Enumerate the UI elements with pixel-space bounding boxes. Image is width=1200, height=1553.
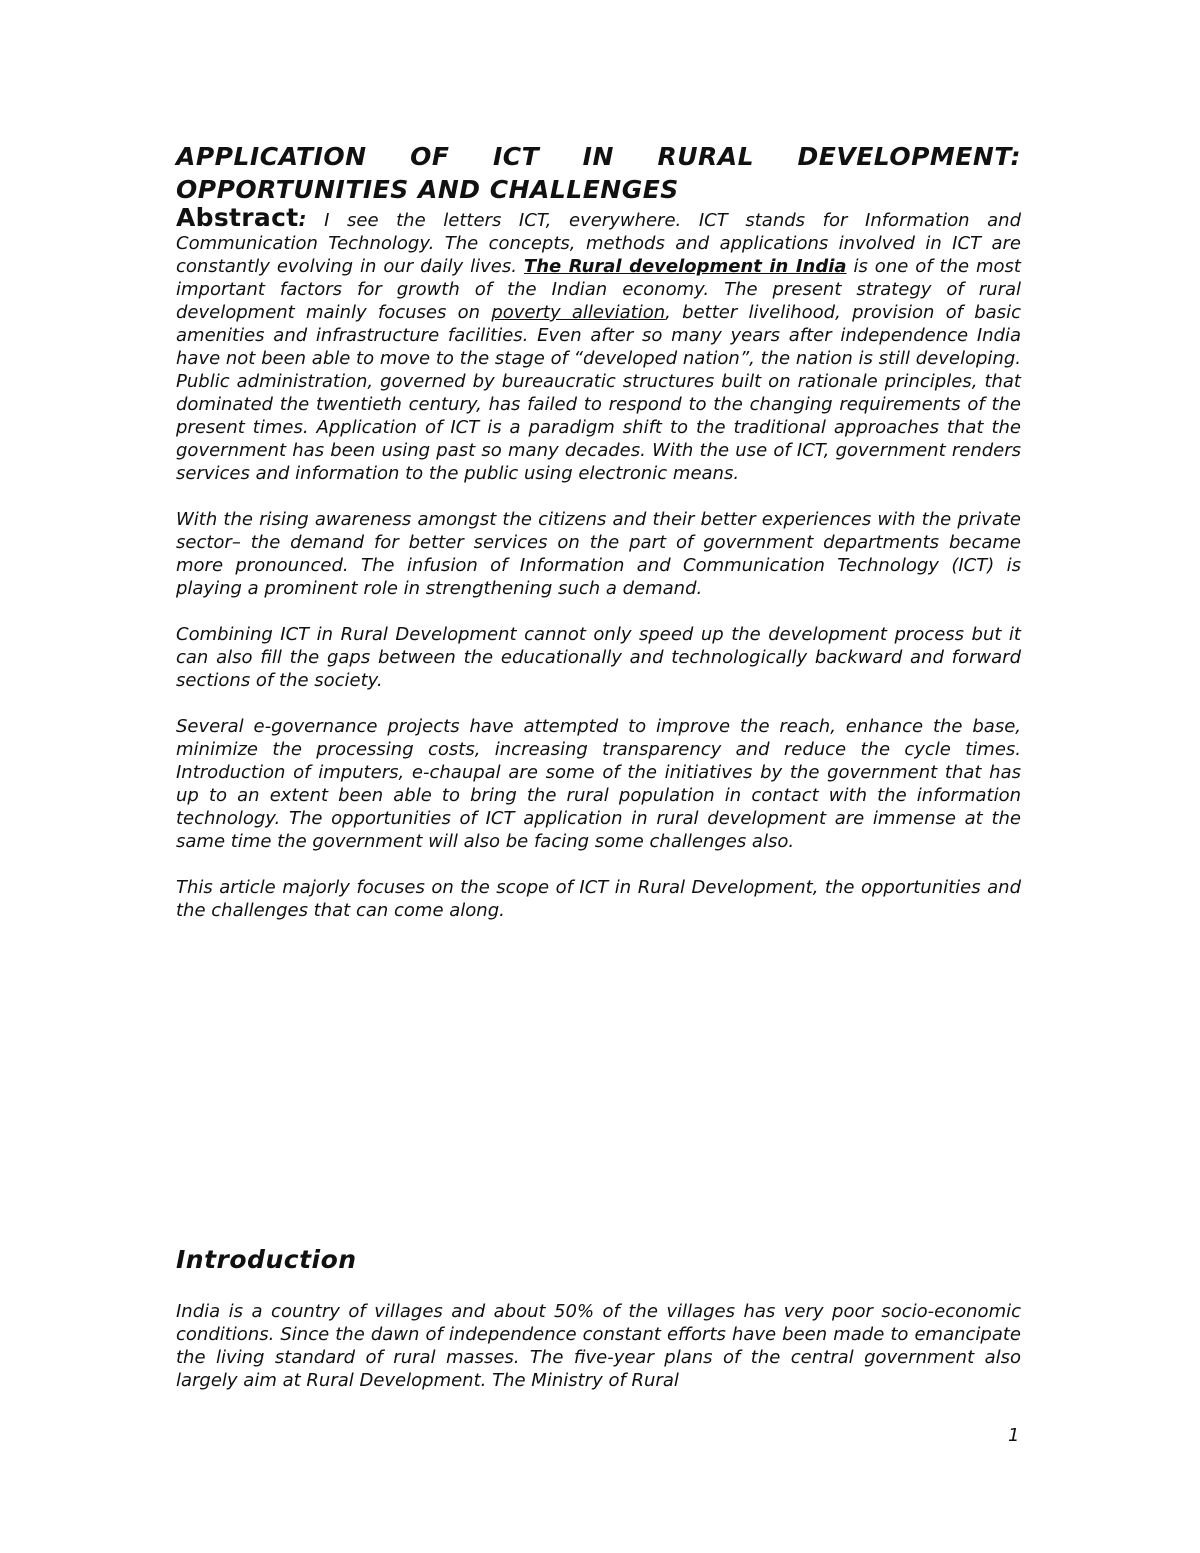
- abstract-text-3: , better livelihood, provision of basic amenities and infrastructure facilities. Even after so many years after independence India have not been able to move to the stage of “developed nation”, the nation is still developing. Public administration, governed by bureaucratic structures built on rationale principles, that dominated the twentieth century, has failed to respond to the changing requirements of the present times. Application of ICT is a paradigm shift to the traditional approaches that the government has been using past so many decades. With the use of ICT, government renders services and information to the public using electronic means.: [176, 302, 1021, 484]
- paragraph-spacer: [176, 485, 1021, 508]
- abstract-paragraph-2: With the rising awareness amongst the citizens and their better experiences with the private sector– the demand for better services on the part of government departments became more pronounced. The infusion of Information and Communication Technology (ICT) is playing a prominent role in strengthening such a demand.: [176, 509, 1021, 599]
- abstract-paragraph-4: Several e-governance projects have attempted to improve the reach, enhance the base, minimize the processing costs, increasing transparency and reduce the cycle times. Introduction of imputers, e-chaupal are some of the initiatives by the government that has up to an extent been able to bring the rural population in contact with the information technology. The opportunities of ICT application in rural development are immense at the same time the government will also be facing some challenges also.: [176, 716, 1021, 852]
- page-number: 1: [1008, 1425, 1020, 1446]
- title-line-1: APPLICATION OF ICT IN RURAL DEVELOPMENT:: [176, 142, 1021, 171]
- poverty-alleviation-link[interactable]: poverty alleviation: [491, 302, 666, 323]
- abstract-paragraph-5: This article majorly focuses on the scope of ICT in Rural Development, the opportunities and the challenges that can come along.: [176, 877, 1021, 921]
- introduction-heading: Introduction: [176, 1245, 357, 1274]
- paragraph-spacer: [176, 600, 1021, 623]
- abstract-paragraph-1: [176, 203, 1021, 485]
- title-line-2: OPPORTUNITIES AND CHALLENGES: [176, 175, 679, 204]
- abstract-label: Abstract: [176, 203, 299, 232]
- abstract-paragraph-3: Combining ICT in Rural Development cannot only speed up the development process but it can also fill the gaps between the educationally and technologically backward and forward sections of the society.: [176, 624, 1021, 691]
- abstract-colon: :: [298, 207, 307, 231]
- document-title: [176, 140, 1021, 206]
- paragraph-spacer: [176, 853, 1021, 876]
- introduction-paragraph-1: India is a country of villages and about 50% of the villages has very poor socio-economic conditions. Since the dawn of independence constant efforts have been made to emancipate the living standard of rural masses. The five-year plans of the central government also largely aim at Rural Development. The Ministry of Rural: [176, 1301, 1021, 1391]
- introduction-section: [176, 1300, 1021, 1392]
- paragraph-spacer: [176, 692, 1021, 715]
- rural-development-link[interactable]: The Rural development in India: [523, 256, 847, 277]
- main-content: [176, 140, 1021, 922]
- abstract-text-2: is one of the most important factors for growth of the Indian economy. The present strategy of rural development mainly focuses on: [176, 256, 1021, 323]
- abstract-text-1: I see the letters ICT, everywhere. ICT stands for Information and Communication Technology. The concepts, methods and applications involved in ICT are constantly evolving in our daily lives.: [176, 210, 1021, 277]
